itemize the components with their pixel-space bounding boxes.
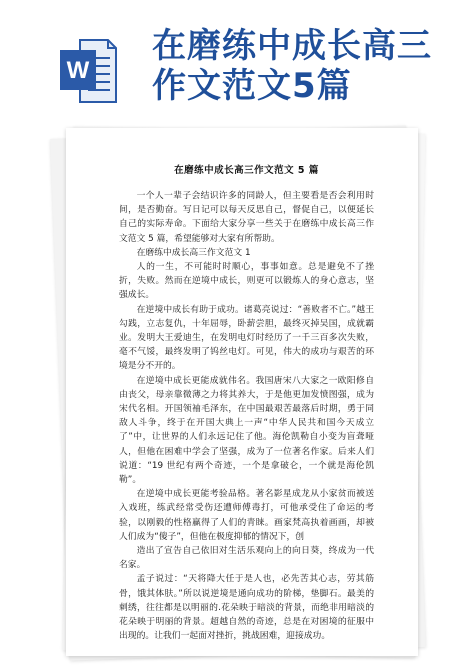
section-heading: 在磨练中成长高三作文范文 1	[136, 247, 251, 258]
word-icon-letter: W	[66, 57, 90, 84]
word-doc-icon	[58, 36, 118, 106]
banner-title-line1: 在磨练中成长高三	[152, 26, 432, 66]
paragraph: 在逆境中成长更能考验品格。著名影星成龙从小家贫而被送入戏班，练武经常受伤还遭师傅毒打，可他承受住了命运的考验，以刚毅的性格赢得了人们的青睐。画家梵高执着画画，却被人们成为“傻子”，但他在极度抑郁的情况下，创	[119, 489, 374, 542]
paragraph: 在逆境中成长有助于成功。诸葛亮说过：“善败者不亡。”越王勾践，立志复仇，十年屈辱，卧薪尝胆，最终灭掉吴国，成就霸业。发明大王爱迪生，在发明电灯时经历了一千三百多次失败，毫不气馁，最终发明了钨丝电灯。可见，伟大的成功与艰苦的环境是分不开的。	[119, 304, 374, 372]
banner-title-line2: 作文范文5篇	[152, 66, 352, 106]
banner-title	[152, 26, 462, 106]
paragraph: 在逆境中成长更能成就伟名。我国唐宋八大家之一欧阳修自由丧父，母亲靠微薄之力将其养大，于是他更加发愤图强，成为宋代名相。开国领袖毛泽东，在中国最艰苦最落后时期，勇于同敌人斗争，终于在开国大典上一声“中华人民共和国今天成立了”中，让世界的人们永远记住了他。海伦凯勒自小变为盲聋哑人，但他在困难中学会了坚强，成为了一位著名作家。后来人们说道：“19 世纪有两个奇迹，一个是拿破仑，一个就是海伦凯勒”。	[119, 375, 374, 486]
paragraph-intro: 一个人一辈子会结识许多的同龄人，但主要看是否会利用时间，是否勤奋。写日记可以每天反思自己，督促自己，以便延长自己的实际寿命。下面给大家分享一些关于在磨练中成长高三作文范文 5 篇，希望能够对大家有所帮助。	[119, 191, 374, 244]
paper-stack	[66, 128, 418, 656]
document-title: 在磨练中成长高三作文范文 5 篇	[174, 165, 319, 176]
document-banner	[0, 0, 474, 130]
paragraph: 人的一生，不可能时时顺心，事事如意。总是避免不了挫折，失败。然而在逆境中成长，则更可以锻炼人的身心意志，坚强成长。	[119, 262, 374, 301]
document-page	[66, 128, 418, 656]
paragraph: 造出了宣告自己依旧对生活乐观向上的向日葵，终成为一代名家。	[119, 546, 374, 571]
paragraph: 孟子说过：“天将降大任于是人也，必先苦其心志，劳其筋骨，饿其体肤。”所以说逆境是通向成功的阶梯，垫脚石。最美的刺绣，往往都是以明丽的.花朵映于暗淡的背景，而绝非用暗淡的花朵映于明丽的背景。超越自然的奇迹，总是在对困境的征服中出现的。让我们一起面对挫折，挑战困难，迎接成功。	[119, 574, 374, 642]
